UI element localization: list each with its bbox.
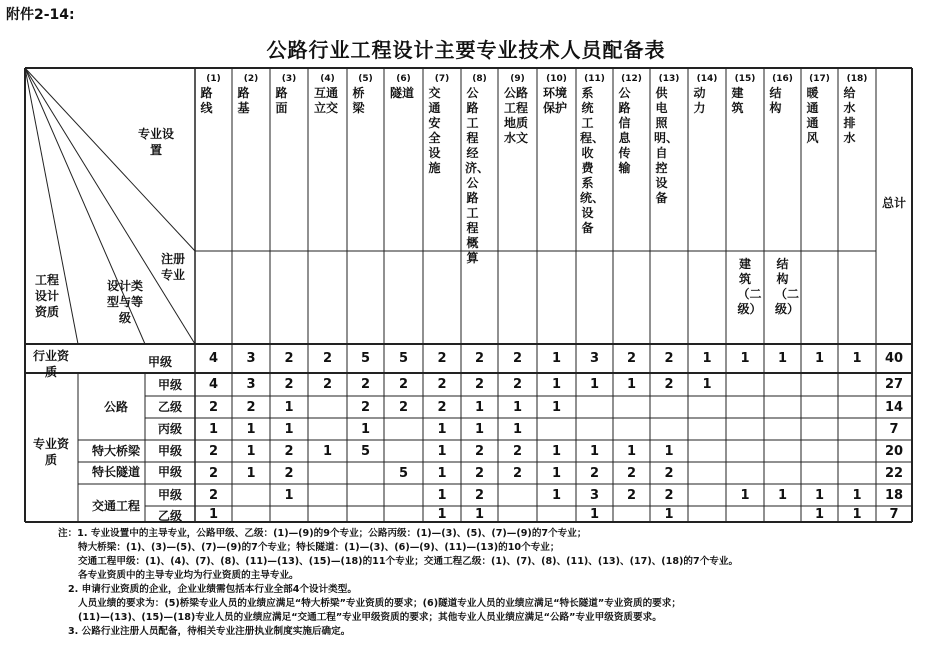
column-number: (1) — [206, 74, 221, 84]
table-cell: 2 — [512, 377, 523, 392]
table-cell — [384, 506, 423, 522]
table-cell: 2 — [512, 351, 523, 366]
table-cell: 2 — [246, 399, 256, 415]
column-specialty-name: 暖通通风 — [806, 86, 819, 145]
column-registered-specialty: 结构（二级） — [775, 257, 800, 316]
column-number: (6) — [396, 74, 411, 84]
table-cell: 2 — [360, 399, 371, 415]
total-cell: 20 — [884, 443, 904, 459]
total-cell: 18 — [884, 487, 904, 503]
table-cell — [688, 440, 726, 462]
table-cell: 1 — [246, 465, 256, 481]
table-cell — [838, 418, 876, 440]
table-cell — [308, 418, 347, 440]
table-cell — [688, 396, 726, 418]
table-cell: 2 — [664, 465, 674, 481]
table-cell: 2 — [398, 399, 409, 415]
column-specialty-name: 路基 — [237, 86, 250, 115]
column-specialty-name: 隧道 — [389, 86, 414, 100]
table-cell: 3 — [589, 487, 600, 503]
table-cell: 1 — [551, 351, 562, 366]
table-cell: 1 — [437, 443, 447, 459]
column-number: (11) — [584, 74, 605, 84]
table-cell: 1 — [551, 465, 562, 481]
table-notes — [58, 527, 928, 639]
table-cell: 1 — [664, 443, 674, 459]
table-cell: 1 — [551, 377, 562, 392]
table-cell: 3 — [589, 351, 600, 366]
total-cell: 7 — [889, 506, 899, 522]
table-cell — [613, 418, 650, 440]
table-cell: 2 — [626, 351, 637, 366]
table-cell: 1 — [551, 443, 562, 459]
corner-diagonal — [25, 68, 195, 251]
table-cell: 4 — [208, 351, 219, 366]
note-line: 各专业资质中的主导专业均为行业资质的主导专业。 — [78, 570, 299, 581]
table-cell: 2 — [664, 487, 674, 503]
column-specialty-name: 路面 — [275, 86, 288, 115]
table-cell: 1 — [814, 351, 825, 366]
column-number: (18) — [846, 74, 868, 84]
industry-qualification-label: 行业资质 — [33, 349, 70, 379]
note-line: 3. 公路行业注册人员配备，待相关专业注册执业制度实施后确定。 — [68, 626, 351, 637]
table-cell: 1 — [777, 351, 788, 366]
super-bridge-label: 特大桥梁 — [91, 444, 140, 458]
table-cell: 2 — [512, 443, 523, 459]
column-number: (9) — [510, 74, 525, 84]
column-specialty-name: 公路信息传输 — [618, 86, 631, 175]
total-cell: 40 — [884, 351, 904, 366]
table-cell: 1 — [589, 443, 600, 459]
document-label: 附件2-14: — [6, 7, 75, 23]
table-cell: 2 — [208, 487, 219, 503]
table-cell: 1 — [284, 421, 294, 437]
table-cell: 1 — [437, 421, 447, 437]
table-cell — [688, 418, 726, 440]
industry-grade-label: 甲级 — [147, 355, 172, 369]
table-cell — [726, 396, 764, 418]
qualification-label: 工程设计资质 — [34, 273, 59, 319]
grade-label: 乙级 — [157, 509, 182, 523]
table-cell: 3 — [246, 351, 256, 366]
table-cell — [838, 396, 876, 418]
column-specialty-name: 公路工程经济、公路工程概算 — [465, 86, 490, 265]
highway-label: 公路 — [103, 400, 128, 414]
column-number: (5) — [358, 74, 373, 84]
table-cell — [801, 440, 838, 462]
table-cell — [764, 440, 801, 462]
table-cell: 1 — [360, 421, 371, 437]
table-cell: 1 — [626, 443, 637, 459]
table-cell: 1 — [284, 487, 294, 503]
table-cell: 2 — [626, 487, 637, 503]
column-specialty-name: 桥梁 — [352, 86, 365, 115]
grade-label: 甲级 — [157, 465, 182, 479]
table-cell: 1 — [512, 421, 523, 437]
table-cell: 4 — [208, 377, 219, 392]
table-cell: 2 — [284, 351, 294, 366]
table-cell: 1 — [852, 506, 862, 522]
table-cell: 2 — [360, 377, 371, 392]
note-line: 特大桥梁：(1)、(3)—(5)、(7)—(9)的7个专业；特长隧道：(1)—(3)、(6)—(9)、(11)—(13)的10个专业； — [78, 542, 560, 553]
table-cell — [613, 506, 650, 522]
table-cell — [838, 462, 876, 484]
table-cell — [764, 373, 801, 396]
table-cell: 2 — [208, 399, 219, 415]
note-line: 2. 申请行业资质的企业，企业业绩需包括本行业全部4个设计类型。 — [68, 584, 357, 595]
column-number: (16) — [772, 74, 793, 84]
table-cell: 1 — [814, 506, 825, 522]
table-cell: 1 — [437, 506, 447, 522]
grade-label: 丙级 — [157, 422, 182, 436]
table-cell: 2 — [322, 377, 333, 392]
table-cell: 2 — [437, 377, 447, 392]
table-cell — [838, 373, 876, 396]
table-cell — [347, 462, 384, 484]
table-cell — [801, 396, 838, 418]
table-cell: 1 — [589, 377, 600, 392]
table-cell: 2 — [474, 487, 485, 503]
table-cell: 1 — [208, 506, 219, 522]
table-cell — [726, 418, 764, 440]
table-cell — [726, 373, 764, 396]
table-cell — [384, 418, 423, 440]
table-cell — [801, 462, 838, 484]
table-cell: 1 — [551, 487, 562, 503]
column-specialty-name: 路线 — [200, 86, 213, 115]
table-cell: 1 — [284, 399, 294, 415]
table-cell: 5 — [398, 465, 409, 481]
column-number: (14) — [696, 74, 718, 84]
table-cell — [764, 462, 801, 484]
table-cell: 1 — [474, 399, 485, 415]
table-cell: 1 — [437, 465, 447, 481]
column-number: (2) — [243, 74, 259, 84]
table-cell — [537, 506, 576, 522]
table-cell — [650, 418, 688, 440]
column-specialty-name: 交通安全设施 — [428, 86, 441, 175]
column-number: (7) — [434, 74, 450, 84]
table-cell — [308, 506, 347, 522]
professional-qualification-label: 专业资质 — [33, 437, 70, 467]
total-cell: 27 — [884, 377, 904, 392]
table-cell: 3 — [246, 377, 256, 392]
table-cell — [498, 484, 537, 506]
design-type-grade-label: 设计类型与等级 — [106, 279, 143, 325]
table-cell — [650, 396, 688, 418]
table-cell — [688, 506, 726, 522]
table-cell: 5 — [360, 351, 371, 366]
registered-specialty-label: 注册专业 — [160, 252, 185, 282]
table-cell — [576, 396, 613, 418]
table-cell — [726, 462, 764, 484]
table-cell: 2 — [626, 465, 637, 481]
table-cell: 1 — [777, 487, 788, 503]
table-cell: 2 — [398, 377, 409, 392]
table-cell: 1 — [664, 506, 674, 522]
table-cell: 2 — [474, 377, 485, 392]
table-cell: 1 — [322, 443, 333, 459]
table-cell: 2 — [512, 465, 523, 481]
table-title: 公路行业工程设计主要专业技术人员配备表 — [266, 38, 666, 62]
table-cell — [764, 506, 801, 522]
table-cell: 1 — [246, 443, 256, 459]
table-cell — [688, 484, 726, 506]
column-specialty-name: 动力 — [693, 86, 706, 115]
table-cell — [801, 418, 838, 440]
column-number: (3) — [281, 74, 297, 84]
column-specialty-name: 系统工程、收费系统、设备 — [580, 86, 605, 235]
table-cell: 1 — [474, 506, 485, 522]
table-cell: 1 — [852, 487, 862, 503]
table-cell — [384, 440, 423, 462]
table-cell: 2 — [322, 351, 333, 366]
table-cell: 2 — [474, 443, 485, 459]
table-cell: 1 — [474, 421, 485, 437]
grade-label: 甲级 — [157, 378, 182, 392]
table-cell — [726, 440, 764, 462]
table-cell — [764, 418, 801, 440]
table-cell: 1 — [626, 377, 637, 392]
table-cell: 2 — [664, 351, 674, 366]
note-line: (11)—(13)、(15)—(18)专业人员的业绩应满足“交通工程”专业甲级资质的要求；其他专业人员业绩应满足“公路”专业甲级资质要求。 — [78, 612, 662, 623]
specialty-setting-label: 专业设置 — [137, 127, 174, 157]
table-cell — [764, 396, 801, 418]
column-number: (10) — [546, 74, 567, 84]
grade-label: 甲级 — [157, 488, 182, 502]
table-cell — [270, 506, 308, 522]
table-cell: 1 — [437, 487, 447, 503]
table-cell: 1 — [208, 421, 219, 437]
table-cell: 2 — [437, 399, 447, 415]
table-cell: 1 — [702, 377, 712, 392]
table-cell: 2 — [589, 465, 600, 481]
column-number: (13) — [658, 74, 680, 84]
table-cell — [384, 484, 423, 506]
total-label: 总计 — [882, 196, 907, 210]
table-cell: 2 — [208, 465, 219, 481]
table-cell: 1 — [740, 351, 750, 366]
table-cell: 1 — [814, 487, 825, 503]
column-specialty-name: 互通立交 — [313, 86, 338, 115]
table-cell: 2 — [284, 443, 294, 459]
grade-label: 甲级 — [157, 444, 182, 458]
table-cell — [498, 506, 537, 522]
table-cell: 2 — [208, 443, 219, 459]
column-specialty-name: 公路工程地质水文 — [503, 86, 528, 145]
table-cell — [232, 506, 270, 522]
note-line: 人员业绩的要求为：(5)桥梁专业人员的业绩应满足“特大桥梁”专业资质的要求；(6)隧道专业人员的业绩应满足“特长隧道”专业资质的要求； — [78, 598, 681, 609]
table-cell: 1 — [246, 421, 256, 437]
column-specialty-name: 建筑 — [731, 86, 744, 115]
table-cell: 5 — [360, 443, 371, 459]
note-line: 注：1. 专业设置中的主导专业，公路甲级、乙级：(1)—(9)的9个专业；公路丙级：(1)—(3)、(5)、(7)—(9)的7个专业； — [58, 528, 587, 539]
column-specialty-name: 结构 — [769, 86, 782, 115]
column-specialty-name: 给水排水 — [843, 86, 856, 145]
table-cell — [232, 484, 270, 506]
table-cell — [347, 506, 384, 522]
table-cell — [308, 484, 347, 506]
column-number: (15) — [734, 74, 756, 84]
table-cell — [613, 396, 650, 418]
column-number: (17) — [809, 74, 830, 84]
table-cell — [726, 506, 764, 522]
table-cell — [576, 418, 613, 440]
table-cell: 2 — [474, 351, 485, 366]
table-cell: 2 — [437, 351, 447, 366]
total-cell: 7 — [889, 421, 899, 437]
table-cell: 2 — [474, 465, 485, 481]
table-cell: 5 — [398, 351, 409, 366]
total-cell: 14 — [884, 399, 904, 415]
table-cell — [838, 440, 876, 462]
column-specialty-name: 环境保护 — [542, 86, 567, 115]
grade-label: 乙级 — [157, 400, 182, 414]
table-cell: 2 — [284, 377, 294, 392]
column-number: (4) — [320, 74, 335, 84]
column-number: (12) — [621, 74, 642, 84]
total-cell: 22 — [884, 465, 904, 481]
table-cell — [308, 396, 347, 418]
table-cell: 2 — [284, 465, 294, 481]
table-cell: 1 — [852, 351, 862, 366]
table-cell: 1 — [740, 487, 750, 503]
traffic-engineering-label: 交通工程 — [91, 499, 140, 513]
table-cell — [347, 484, 384, 506]
column-registered-specialty: 建筑（二级） — [737, 257, 762, 316]
table-cell — [801, 373, 838, 396]
table-cell: 1 — [589, 506, 600, 522]
table-cell — [308, 462, 347, 484]
table-cell: 1 — [551, 399, 562, 415]
table-cell — [537, 418, 576, 440]
note-line: 交通工程甲级：(1)、(4)、(7)、(8)、(11)—(13)、(15)—(18)的11个专业；交通工程乙级：(1)、(7)、(8)、(11)、(13)、(17)、(18)的7个专业。 — [78, 556, 739, 567]
table-cell: 2 — [664, 377, 674, 392]
table-cell: 1 — [512, 399, 523, 415]
table-cell: 1 — [702, 351, 712, 366]
column-number: (8) — [472, 74, 487, 84]
column-specialty-name: 供电照明、自控设备 — [654, 86, 679, 205]
table-cell — [688, 462, 726, 484]
super-tunnel-label: 特长隧道 — [91, 465, 140, 479]
